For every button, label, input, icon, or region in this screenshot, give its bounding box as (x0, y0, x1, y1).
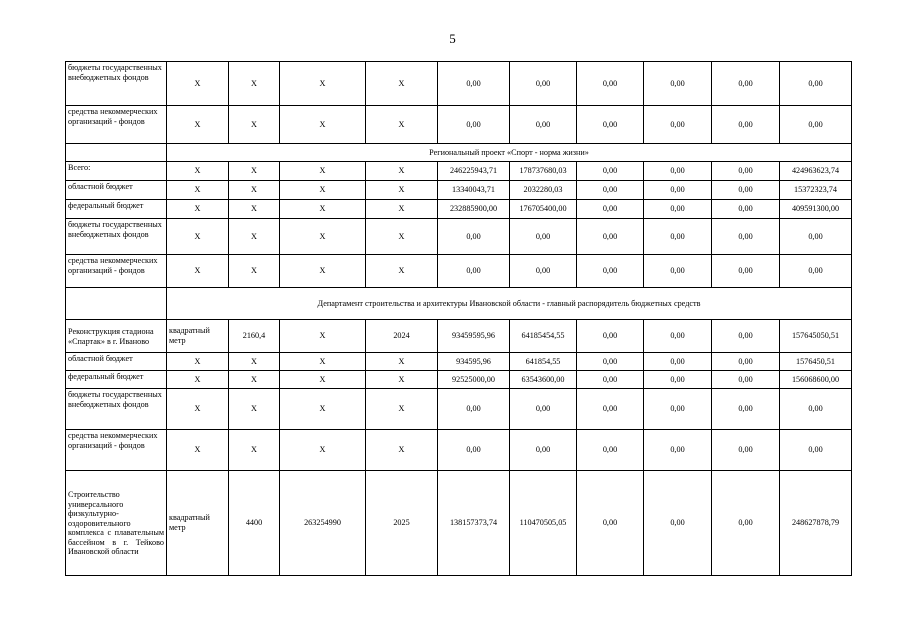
value-cell: 0,00 (780, 106, 852, 144)
value-cell: 0,00 (644, 255, 712, 288)
value-cell: Х (280, 430, 366, 471)
value-cell: 178737680,03 (510, 162, 577, 181)
value-cell: 110470505,05 (510, 471, 577, 576)
value-cell: Х (229, 430, 280, 471)
value-cell: 0,00 (577, 255, 644, 288)
value-cell: 0,00 (644, 200, 712, 219)
value-cell: 0,00 (712, 389, 780, 430)
value-cell: Х (229, 389, 280, 430)
value-cell: 641854,55 (510, 353, 577, 371)
value-cell: Х (280, 162, 366, 181)
value-cell: 2032280,03 (510, 181, 577, 200)
value-cell: 0,00 (780, 430, 852, 471)
value-cell: Х (366, 219, 438, 255)
value-cell: 93459595,96 (438, 320, 510, 353)
table-row (66, 353, 852, 371)
value-cell: Х (167, 371, 229, 389)
value-cell: 0,00 (577, 353, 644, 371)
value-cell: 424963623,74 (780, 162, 852, 181)
value-cell: 0,00 (577, 162, 644, 181)
row-label-cell: средства некоммерческих организаций - фондов (66, 106, 167, 144)
value-cell: 0,00 (780, 389, 852, 430)
value-cell: 0,00 (712, 471, 780, 576)
table-row (66, 389, 852, 430)
value-cell: Х (167, 162, 229, 181)
value-cell: 0,00 (644, 181, 712, 200)
table-row (66, 162, 852, 181)
value-cell: 0,00 (438, 255, 510, 288)
value-cell: 0,00 (577, 371, 644, 389)
value-cell: 0,00 (577, 471, 644, 576)
value-cell: 0,00 (644, 389, 712, 430)
value-cell: Х (280, 219, 366, 255)
page-number: 5 (449, 31, 456, 46)
value-cell: 232885900,00 (438, 200, 510, 219)
value-cell: 0,00 (780, 255, 852, 288)
value-cell: 0,00 (577, 320, 644, 353)
value-cell: 0,00 (577, 62, 644, 106)
value-cell: 409591300,00 (780, 200, 852, 219)
value-cell: 0,00 (712, 371, 780, 389)
value-cell: 0,00 (577, 389, 644, 430)
value-cell: 2024 (366, 320, 438, 353)
row-label-cell: федеральный бюджет (66, 200, 167, 219)
value-cell: Х (280, 353, 366, 371)
value-cell: Х (229, 371, 280, 389)
value-cell: 0,00 (510, 255, 577, 288)
value-cell: Х (167, 106, 229, 144)
value-cell: Х (167, 353, 229, 371)
value-cell: Х (366, 389, 438, 430)
table-row (66, 62, 852, 106)
value-cell: 0,00 (712, 255, 780, 288)
table-row (66, 255, 852, 288)
value-cell: 263254990 (280, 471, 366, 576)
table-row (66, 371, 852, 389)
section-title: Департамент строительства и архитектуры Ивановской области - главный распорядитель бюджетных средств (167, 288, 852, 320)
value-cell: 13340043,71 (438, 181, 510, 200)
value-cell: Х (229, 200, 280, 219)
row-label-cell: средства некоммерческих организаций - фондов (66, 430, 167, 471)
value-cell: 0,00 (712, 62, 780, 106)
table-row (66, 471, 852, 576)
value-cell: 64185454,55 (510, 320, 577, 353)
value-cell: 0,00 (438, 430, 510, 471)
unit-cell: квадратный метр (167, 320, 229, 353)
value-cell: 0,00 (577, 430, 644, 471)
value-cell: Х (167, 389, 229, 430)
value-cell: 0,00 (644, 430, 712, 471)
value-cell: 0,00 (644, 162, 712, 181)
value-cell: Х (229, 106, 280, 144)
value-cell: 0,00 (712, 106, 780, 144)
row-label-cell: областной бюджет (66, 353, 167, 371)
value-cell: Х (229, 162, 280, 181)
value-cell: 0,00 (712, 219, 780, 255)
value-cell: Х (280, 389, 366, 430)
value-cell: 246225943,71 (438, 162, 510, 181)
value-cell: 0,00 (438, 219, 510, 255)
value-cell: 92525000,00 (438, 371, 510, 389)
value-cell: Х (229, 255, 280, 288)
table-row (66, 219, 852, 255)
value-cell: 1576450,51 (780, 353, 852, 371)
value-cell: 0,00 (510, 430, 577, 471)
value-cell: 934595,96 (438, 353, 510, 371)
row-label-cell: областной бюджет (66, 181, 167, 200)
value-cell: 176705400,00 (510, 200, 577, 219)
value-cell: Х (167, 62, 229, 106)
value-cell: 0,00 (644, 106, 712, 144)
table-row (66, 181, 852, 200)
value-cell: Х (280, 200, 366, 219)
value-cell: Х (229, 181, 280, 200)
value-cell: 0,00 (644, 320, 712, 353)
row-label-cell: федеральный бюджет (66, 371, 167, 389)
table-row (66, 106, 852, 144)
value-cell: 15372323,74 (780, 181, 852, 200)
value-cell: 0,00 (510, 106, 577, 144)
value-cell: 0,00 (644, 371, 712, 389)
value-cell: Х (280, 371, 366, 389)
value-cell: 0,00 (577, 219, 644, 255)
value-cell: Х (366, 106, 438, 144)
value-cell: Х (280, 320, 366, 353)
value-cell: 0,00 (780, 219, 852, 255)
row-label-cell: бюджеты государственных внебюджетных фондов (66, 389, 167, 430)
value-cell: Х (167, 181, 229, 200)
row-label-cell: Строительство универсального физкультурно-оздоровительного комплекса с плавательным бассейном в г. Тейково Ивановской области (66, 471, 167, 576)
row-label-cell: Реконструкция стадиона «Спартак» в г. Иваново (66, 320, 167, 353)
value-cell: 0,00 (510, 219, 577, 255)
budget-table (65, 61, 852, 576)
value-cell: Х (366, 255, 438, 288)
value-cell: 156068600,00 (780, 371, 852, 389)
row-label-cell: бюджеты государственных внебюджетных фондов (66, 62, 167, 106)
value-cell: Х (167, 219, 229, 255)
row-label-cell: Всего: (66, 162, 167, 181)
value-cell: 0,00 (510, 62, 577, 106)
section-header-row (66, 144, 852, 162)
value-cell: Х (167, 255, 229, 288)
value-cell: 138157373,74 (438, 471, 510, 576)
value-cell: Х (167, 200, 229, 219)
section-title: Региональный проект «Спорт - норма жизни» (167, 144, 852, 162)
value-cell: 2160,4 (229, 320, 280, 353)
value-cell: Х (229, 219, 280, 255)
value-cell: 0,00 (712, 162, 780, 181)
value-cell: 0,00 (712, 353, 780, 371)
value-cell: 248627878,79 (780, 471, 852, 576)
value-cell: 157645050,51 (780, 320, 852, 353)
value-cell: Х (366, 162, 438, 181)
value-cell: Х (366, 181, 438, 200)
section-empty-cell (66, 144, 167, 162)
value-cell: Х (280, 106, 366, 144)
value-cell: Х (229, 62, 280, 106)
table-row (66, 430, 852, 471)
value-cell: Х (167, 430, 229, 471)
value-cell: Х (366, 62, 438, 106)
value-cell: Х (366, 371, 438, 389)
value-cell: 0,00 (438, 389, 510, 430)
value-cell: Х (366, 353, 438, 371)
value-cell: 0,00 (510, 389, 577, 430)
value-cell: 0,00 (712, 430, 780, 471)
value-cell: 0,00 (577, 200, 644, 219)
value-cell: Х (366, 200, 438, 219)
value-cell: 0,00 (712, 181, 780, 200)
value-cell: Х (366, 430, 438, 471)
value-cell: 0,00 (712, 320, 780, 353)
table-body (66, 62, 852, 576)
value-cell: Х (280, 181, 366, 200)
row-label-cell: средства некоммерческих организаций - фондов (66, 255, 167, 288)
value-cell: 63543600,00 (510, 371, 577, 389)
value-cell: Х (280, 255, 366, 288)
table-row (66, 320, 852, 353)
section-header-row (66, 288, 852, 320)
unit-cell: квадратный метр (167, 471, 229, 576)
value-cell: 0,00 (644, 219, 712, 255)
value-cell: 0,00 (438, 62, 510, 106)
value-cell: Х (229, 353, 280, 371)
table-row (66, 200, 852, 219)
value-cell: 2025 (366, 471, 438, 576)
value-cell: 0,00 (712, 200, 780, 219)
section-empty-cell (66, 288, 167, 320)
value-cell: 0,00 (577, 181, 644, 200)
value-cell: 0,00 (644, 471, 712, 576)
value-cell: 0,00 (577, 106, 644, 144)
value-cell: Х (280, 62, 366, 106)
value-cell: 0,00 (780, 62, 852, 106)
row-label-cell: бюджеты государственных внебюджетных фондов (66, 219, 167, 255)
value-cell: 4400 (229, 471, 280, 576)
value-cell: 0,00 (438, 106, 510, 144)
value-cell: 0,00 (644, 353, 712, 371)
value-cell: 0,00 (644, 62, 712, 106)
